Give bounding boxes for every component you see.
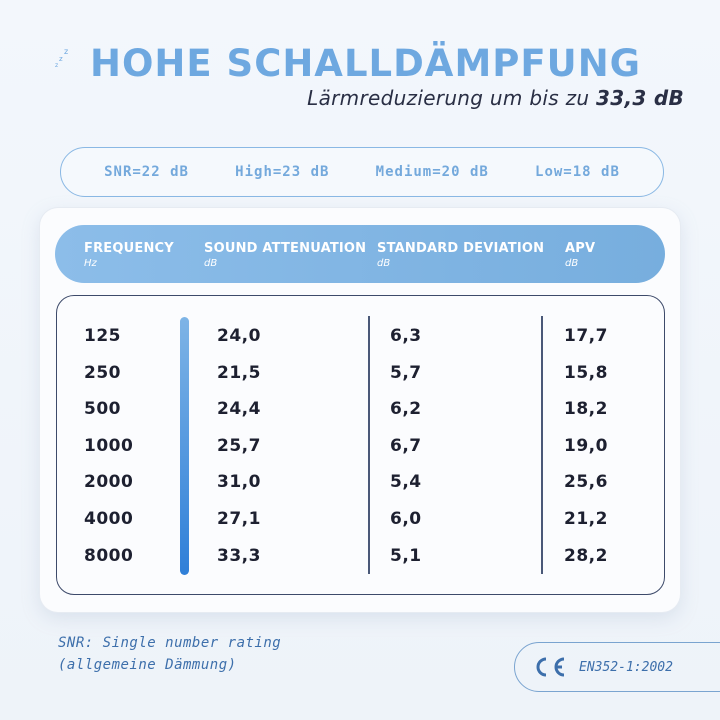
frequency-cell: 500 <box>84 399 121 420</box>
header-unit: dB <box>204 258 218 269</box>
header-unit: dB <box>565 258 579 269</box>
table-body <box>56 295 665 595</box>
footnote <box>58 632 281 676</box>
header-title: SOUND ATTENUATION <box>204 241 367 256</box>
header-unit: dB <box>377 258 391 269</box>
apv-cell: 28,2 <box>564 545 608 566</box>
deviation-cell: 5,4 <box>390 472 422 493</box>
attenuation-cell: 24,4 <box>217 399 261 420</box>
table-header <box>55 225 665 283</box>
header-apv <box>565 241 595 269</box>
certification-badge <box>514 642 720 692</box>
column-frequency <box>84 326 133 582</box>
footnote-line: (allgemeine Dämmung) <box>58 657 237 673</box>
header <box>40 38 680 88</box>
deviation-cell: 5,1 <box>390 545 422 566</box>
svg-text:z: z <box>64 47 69 56</box>
header-frequency <box>84 241 174 269</box>
column-attenuation <box>217 326 261 582</box>
header-deviation <box>377 241 544 269</box>
attenuation-cell: 24,0 <box>217 326 261 346</box>
certification-standard: EN352-1:2002 <box>579 659 673 675</box>
footnote-line: SNR: Single number rating <box>58 635 282 651</box>
attenuation-cell: 33,3 <box>217 545 261 566</box>
subtitle-value: 33,3 dB <box>596 86 684 110</box>
rating-snr: SNR=22 dB <box>104 164 189 180</box>
attenuation-cell: 27,1 <box>217 508 261 529</box>
rating-low: Low=18 dB <box>535 164 620 180</box>
apv-cell: 21,2 <box>564 508 608 529</box>
column-divider <box>368 316 370 574</box>
apv-cell: 15,8 <box>564 362 608 383</box>
rating-medium: Medium=20 dB <box>375 164 489 180</box>
column-deviation <box>390 326 422 582</box>
gradient-bar <box>180 317 189 575</box>
frequency-cell: 125 <box>84 326 121 346</box>
deviation-cell: 6,2 <box>390 399 422 420</box>
column-divider <box>541 316 543 574</box>
header-title: FREQUENCY <box>84 241 174 256</box>
deviation-cell: 6,0 <box>390 508 422 529</box>
deviation-cell: 6,7 <box>390 435 422 456</box>
svg-text:z: z <box>55 62 59 69</box>
ratings-bar <box>60 147 664 197</box>
header-title: STANDARD DEVIATION <box>377 241 545 256</box>
apv-cell: 19,0 <box>564 435 608 456</box>
attenuation-table-card <box>40 208 680 612</box>
svg-text:z: z <box>59 55 63 63</box>
title-row <box>40 38 680 88</box>
frequency-cell: 250 <box>84 362 121 383</box>
attenuation-cell: 31,0 <box>217 472 261 493</box>
header-attenuation <box>204 241 366 269</box>
column-apv <box>564 326 608 582</box>
apv-cell: 17,7 <box>564 326 608 346</box>
frequency-cell: 8000 <box>84 545 134 566</box>
moon-sleep-icon <box>40 38 84 88</box>
frequency-cell: 2000 <box>84 472 134 493</box>
page-title: HOHE SCHALLDÄMPFUNG <box>90 41 642 85</box>
frequency-cell: 1000 <box>84 435 134 456</box>
deviation-cell: 5,7 <box>390 362 422 383</box>
subtitle-text: Lärmreduzierung um bis zu <box>307 86 597 110</box>
apv-cell: 25,6 <box>564 472 608 493</box>
header-title: APV <box>565 241 596 256</box>
header-unit: Hz <box>84 258 97 269</box>
ce-mark-icon <box>531 656 567 678</box>
apv-cell: 18,2 <box>564 399 608 420</box>
subtitle <box>307 86 684 110</box>
deviation-cell: 6,3 <box>390 326 422 346</box>
attenuation-cell: 21,5 <box>217 362 261 383</box>
frequency-cell: 4000 <box>84 508 134 529</box>
attenuation-cell: 25,7 <box>217 435 261 456</box>
rating-high: High=23 dB <box>235 164 330 180</box>
